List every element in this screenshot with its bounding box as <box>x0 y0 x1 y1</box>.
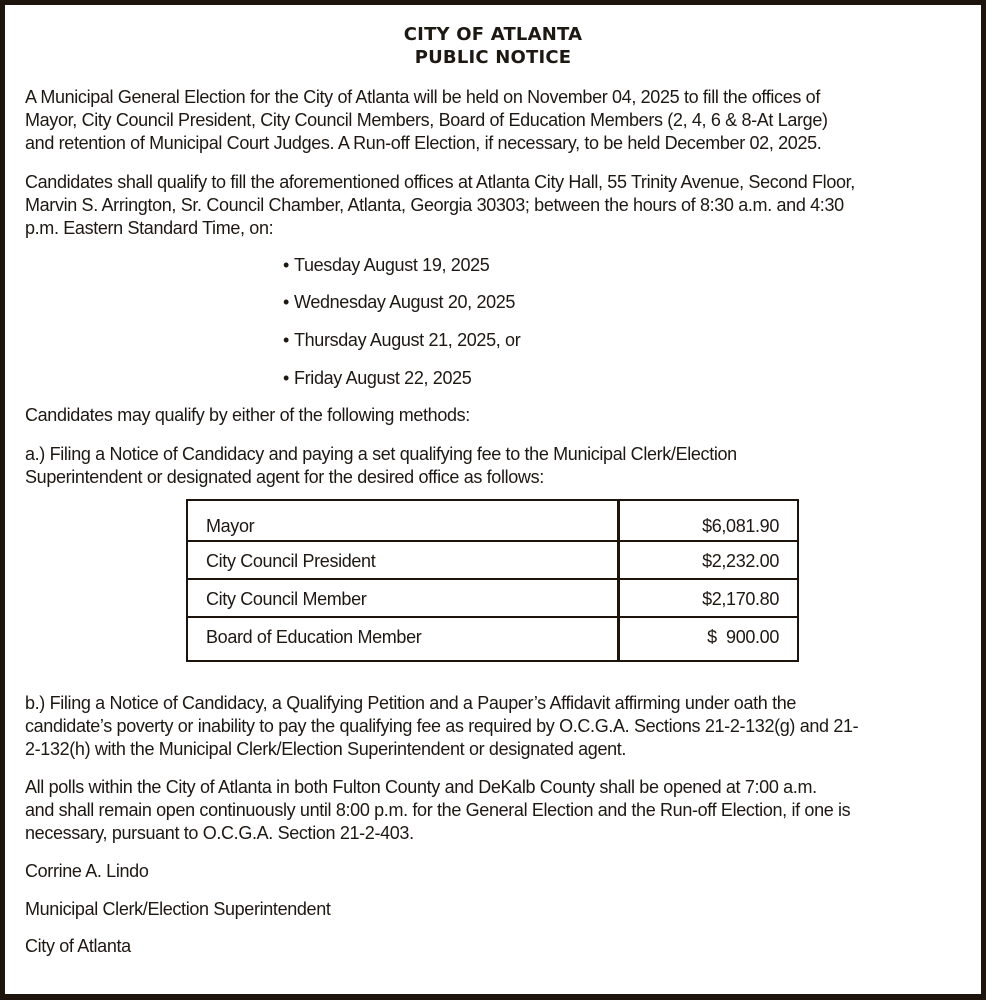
fee-amount: $2,170.80 <box>702 589 779 609</box>
fee-amount: $6,081.90 <box>702 516 779 536</box>
qualifying-date-text: Tuesday August 19, 2025 <box>294 255 490 275</box>
table-row-education-member <box>188 616 797 660</box>
fee-amount: $2,232.00 <box>702 551 779 571</box>
paragraph-line: candidate’s poverty or inability to pay the qualifying fee as required by O.C.G.A. Sections 21-2-132(g) and 21- <box>25 716 859 736</box>
signature-title: Municipal Clerk/Election Superintendent <box>25 899 331 919</box>
paragraph-qualify-location <box>25 171 965 240</box>
bullet-icon: • <box>283 292 289 312</box>
paragraph-line: A Municipal General Election for the City of Atlanta will be held on November 04, 2025 to fill the offices of <box>25 87 820 107</box>
paragraph-method-a <box>25 443 965 489</box>
qualifying-date-item <box>283 291 515 314</box>
paragraph-method-b <box>25 692 965 761</box>
paragraph-line: a.) Filing a Notice of Candidacy and paying a set qualifying fee to the Municipal Clerk/Election <box>25 444 737 464</box>
paragraph-line: p.m. Eastern Standard Time, on: <box>25 218 274 238</box>
paragraph-polls <box>25 776 965 845</box>
paragraph-line: Mayor, City Council President, City Council Members, Board of Education Members (2, 4, 6 & 8-At Large) <box>25 110 828 130</box>
office-name: City Council Member <box>206 589 367 609</box>
office-name: Board of Education Member <box>206 627 422 647</box>
signature-name: Corrine A. Lindo <box>25 861 149 881</box>
paragraph-line: necessary, pursuant to O.C.G.A. Section 21-2-403. <box>25 823 414 843</box>
paragraph-line: Candidates shall qualify to fill the aforementioned offices at Atlanta City Hall, 55 Trinity Avenue, Second Floor, <box>25 172 855 192</box>
qualifying-date-text: Wednesday August 20, 2025 <box>294 292 516 312</box>
qualifying-date-text: Friday August 22, 2025 <box>294 368 472 388</box>
qualifying-date-item <box>283 254 489 277</box>
paragraph-line: and shall remain open continuously until 8:00 p.m. for the General Election and the Run-off Election, if one is <box>25 800 851 820</box>
paragraph-line: Candidates may qualify by either of the following methods: <box>25 405 470 425</box>
fee-amount: $ 900.00 <box>707 627 779 647</box>
notice-title <box>0 23 986 69</box>
qualifying-date-item <box>283 367 471 390</box>
qualifying-date-text: Thursday August 21, 2025, or <box>294 330 521 350</box>
table-row-council-member <box>188 578 797 616</box>
title-line-notice: PUBLIC NOTICE <box>414 47 572 68</box>
signature-organization: City of Atlanta <box>25 936 131 956</box>
paragraph-line: 2-132(h) with the Municipal Clerk/Election Superintendent or designated agent. <box>25 739 627 759</box>
table-row-council-president <box>188 540 797 578</box>
bullet-icon: • <box>283 368 289 388</box>
office-name: City Council President <box>206 551 376 571</box>
qualifying-fee-table <box>186 499 799 662</box>
bullet-icon: • <box>283 255 289 275</box>
office-name: Mayor <box>206 516 255 536</box>
paragraph-line: All polls within the City of Atlanta in both Fulton County and DeKalb County shall be opened at 7:00 a.m. <box>25 777 817 797</box>
paragraph-line: Marvin S. Arrington, Sr. Council Chamber, Atlanta, Georgia 30303; between the hours of 8:30 a.m. and 4:30 <box>25 195 844 215</box>
title-line-city: CITY OF ATLANTA <box>403 24 583 45</box>
paragraph-methods-intro <box>25 404 965 427</box>
bullet-icon: • <box>283 330 289 350</box>
paragraph-election <box>25 86 965 155</box>
paragraph-line: and retention of Municipal Court Judges. A Run-off Election, if necessary, to be held December 02, 2025. <box>25 133 822 153</box>
qualifying-date-item <box>283 329 520 352</box>
paragraph-line: Superintendent or designated agent for the desired office as follows: <box>25 467 544 487</box>
paragraph-line: b.) Filing a Notice of Candidacy, a Qualifying Petition and a Pauper’s Affidavit affirming under oath the <box>25 693 797 713</box>
